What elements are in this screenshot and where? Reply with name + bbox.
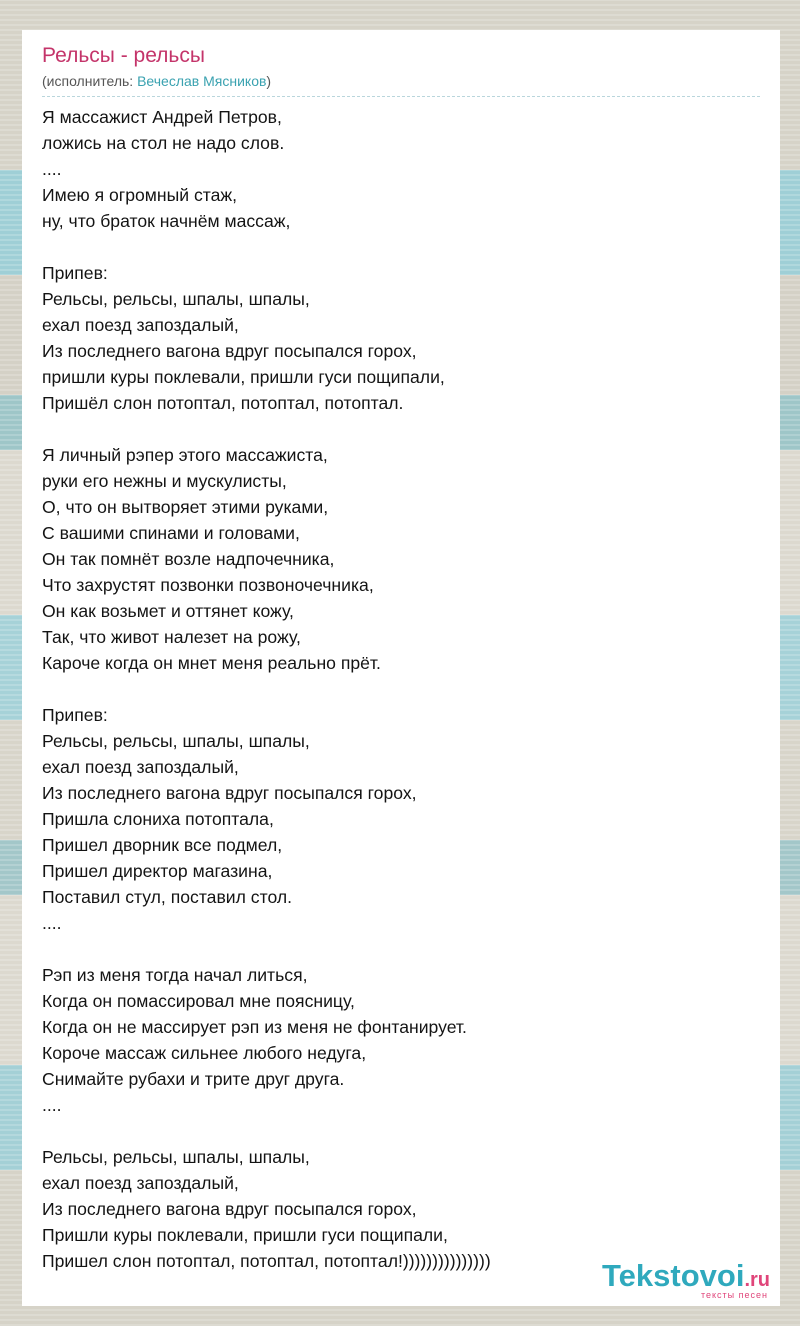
lyric-line: Он так помнёт возле надпочечника, bbox=[42, 549, 335, 569]
lyric-line bbox=[42, 1118, 742, 1144]
lyric-line bbox=[42, 234, 742, 260]
lyric-line: Пришла слониха потоптала, bbox=[42, 809, 274, 829]
lyric-line: О, что он вытворяет этими руками, bbox=[42, 497, 329, 517]
lyric-line: .... bbox=[42, 1095, 62, 1115]
lyric-line bbox=[42, 416, 742, 442]
lyric-line: Рельсы, рельсы, шпалы, шпалы, bbox=[42, 289, 310, 309]
logo-tagline: тексты песен bbox=[700, 1290, 768, 1300]
lyric-line bbox=[42, 936, 742, 962]
lyric-line: Кароче когда он мнет меня реально прёт. bbox=[42, 653, 381, 673]
lyric-line: ну, что браток начнём массаж, bbox=[42, 211, 291, 231]
title-divider bbox=[42, 96, 760, 97]
lyric-line: Припев: bbox=[42, 705, 108, 725]
lyric-line: Он как возьмет и оттянет кожу, bbox=[42, 601, 294, 621]
lyric-line: Припев: bbox=[42, 263, 108, 283]
lyric-line: С вашими спинами и головами, bbox=[42, 523, 300, 543]
lyric-line: ехал поезд запоздалый, bbox=[42, 315, 239, 335]
artist-prefix: (исполнитель: bbox=[42, 73, 138, 89]
lyric-line: руки его нежны и мускулисты, bbox=[42, 471, 287, 491]
lyric-line: Рельсы, рельсы, шпалы, шпалы, bbox=[42, 731, 310, 751]
lyric-line bbox=[42, 676, 742, 702]
lyrics-card bbox=[22, 30, 780, 1306]
lyric-line: Пришёл слон потоптал, потоптал, потоптал. bbox=[42, 393, 404, 413]
lyric-line: Что захрустят позвонки позвоночечника, bbox=[42, 575, 374, 595]
artist-line bbox=[42, 73, 271, 89]
lyric-line: Короче массаж сильнее любого недуга, bbox=[42, 1043, 367, 1063]
logo-brand: Tekstovoi bbox=[602, 1258, 745, 1293]
lyric-line: Из последнего вагона вдруг посыпался горох, bbox=[42, 783, 417, 803]
lyric-line: Я массажист Андрей Петров, bbox=[42, 107, 282, 127]
page-title: Рельсы - рельсы bbox=[42, 44, 205, 67]
lyric-line: Пришли куры поклевали, пришли гуси пощипали, bbox=[42, 1225, 448, 1245]
lyric-line: Пришел директор магазина, bbox=[42, 861, 273, 881]
lyric-line: Так, что живот налезет на рожу, bbox=[42, 627, 301, 647]
site-logo bbox=[602, 1258, 770, 1300]
lyric-line: пришли куры поклевали, пришли гуси пощипали, bbox=[42, 367, 445, 387]
lyric-line: ехал поезд запоздалый, bbox=[42, 757, 239, 777]
lyric-line: .... bbox=[42, 159, 62, 179]
lyric-line: .... bbox=[42, 913, 62, 933]
lyric-line: Пришел слон потоптал, потоптал, потоптал!))))))))))))))) bbox=[42, 1251, 491, 1271]
lyric-line: Я личный рэпер этого массажиста, bbox=[42, 445, 328, 465]
artist-link[interactable]: Вечеслав Мясников bbox=[137, 73, 267, 89]
lyric-line: Снимайте рубахи и трите друг друга. bbox=[42, 1069, 345, 1089]
lyric-line: Из последнего вагона вдруг посыпался горох, bbox=[42, 341, 417, 361]
lyric-line: Когда он не массирует рэп из меня не фонтанирует. bbox=[42, 1017, 467, 1037]
lyric-line: ехал поезд запоздалый, bbox=[42, 1173, 239, 1193]
lyric-line: Из последнего вагона вдруг посыпался горох, bbox=[42, 1199, 417, 1219]
lyric-line: Пришел дворник все подмел, bbox=[42, 835, 283, 855]
lyric-line: Рельсы, рельсы, шпалы, шпалы, bbox=[42, 1147, 310, 1167]
lyric-line: Когда он помассировал мне поясницу, bbox=[42, 991, 355, 1011]
lyric-line: Имею я огромный стаж, bbox=[42, 185, 238, 205]
lyric-line: ложись на стол не надо слов. bbox=[42, 133, 285, 153]
lyric-line: Поставил стул, поставил стол. bbox=[42, 887, 292, 907]
logo-tld: .ru bbox=[744, 1269, 770, 1291]
lyric-line: Рэп из меня тогда начал литься, bbox=[42, 965, 308, 985]
artist-suffix: ) bbox=[266, 73, 272, 89]
lyrics-text bbox=[42, 104, 742, 1274]
